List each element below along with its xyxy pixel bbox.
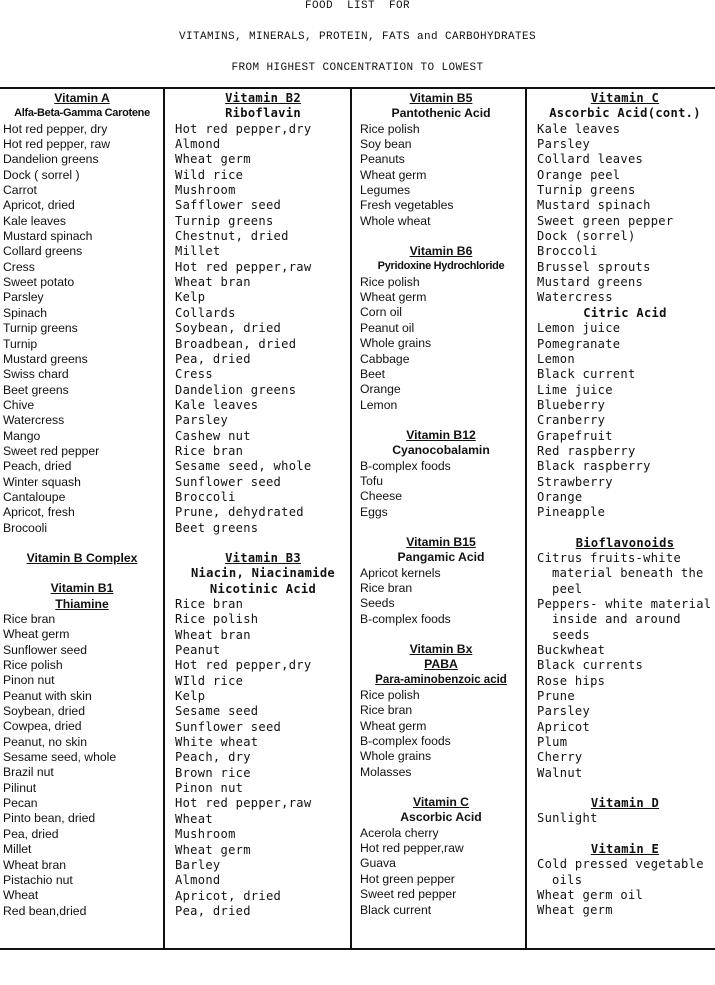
column-divider-1 [163, 87, 165, 950]
food-item: Cabbage [360, 351, 410, 366]
food-list [537, 551, 713, 643]
food-item: Citrus fruits-white material beneath the peel [537, 550, 704, 596]
food-item: Mustard greens [537, 275, 644, 290]
food-item: Hot red pepper,raw [175, 259, 312, 274]
food-item: Apricot, fresh [3, 505, 75, 520]
food-item: Soy bean [360, 137, 412, 152]
food-item: Hot red pepper,dry [175, 121, 312, 136]
food-item: Broadbean, dried [175, 336, 297, 351]
food-item: Kale leaves [537, 121, 621, 136]
food-item: Mustard spinach [3, 229, 93, 244]
food-item: Kale leaves [3, 213, 67, 228]
section-subtitle: Pantothenic Acid [391, 106, 491, 121]
food-item: Wheat germ oil [537, 887, 644, 902]
section-title: Vitamin E [590, 841, 660, 856]
food-item: Cantaloupe [3, 489, 66, 504]
food-item: Legumes [360, 183, 411, 198]
food-item: Dock (sorrel) [537, 229, 636, 244]
section-vitamin-b1 [3, 581, 161, 919]
section-title: Vitamin C [590, 91, 660, 105]
food-list [537, 811, 713, 826]
food-item: Prune, dehydrated [175, 505, 304, 520]
section-title: Vitamin B1 [50, 581, 114, 596]
food-item: Grapefruit [537, 428, 613, 443]
food-item: Cheese [360, 489, 403, 504]
food-item: Sunflower seed [3, 642, 88, 657]
food-item: Rice bran [3, 612, 56, 626]
section-vitamin-b5 [360, 91, 522, 229]
food-item: Pinto bean, dried [3, 811, 96, 826]
food-list [537, 857, 713, 888]
section-subtitle: PABA [424, 657, 458, 672]
food-item: Peanut [175, 643, 221, 658]
section-vitamin-a [3, 91, 161, 536]
food-list [360, 275, 522, 413]
food-item: Pea, dried [3, 826, 59, 841]
food-item: Kale leaves [175, 397, 259, 412]
food-item: Broccoli [537, 244, 598, 259]
food-item: Black currents [537, 658, 644, 673]
food-item: Seeds [360, 596, 395, 611]
food-item: Pinon nut [175, 781, 244, 796]
section-title: Vitamin B15 [406, 534, 476, 549]
section-subtitle: Ascorbic Acid [400, 810, 482, 825]
food-item: Walnut [537, 765, 583, 780]
food-item: Sesame seed, whole [175, 459, 312, 474]
food-item: Hot red pepper, dry [3, 121, 108, 136]
food-item: Sesame seed [175, 704, 259, 719]
column-divider-3 [525, 87, 527, 950]
section-bioflavonoids [537, 536, 713, 782]
section-subtitle-2: Para-aminobenzoic acid [375, 673, 507, 686]
food-item: Peanuts [360, 152, 405, 167]
food-item: Plum [537, 735, 568, 750]
food-item: Strawberry [537, 474, 613, 489]
food-item: Turnip greens [537, 183, 636, 198]
food-item: Cress [3, 259, 35, 274]
food-item: Cashew nut [175, 428, 251, 443]
table-bottom-rule [0, 948, 715, 950]
food-item: Black current [537, 367, 636, 382]
food-item: Beet [360, 366, 386, 381]
food-item: Pinon nut [3, 673, 55, 688]
food-item: Apricot, dried [175, 888, 282, 903]
food-item: Rice bran [360, 703, 413, 718]
section-subtitle: Thiamine [55, 596, 109, 611]
food-item: Sweet green pepper [537, 213, 674, 228]
section-vitamin-c-continued [537, 91, 713, 306]
food-item: Brazil nut [3, 765, 54, 780]
food-item: Rose hips [537, 673, 606, 688]
food-list [360, 688, 522, 780]
food-item: Buckwheat [537, 643, 606, 658]
section-vitamin-b3 [175, 551, 351, 919]
food-item: Peanut, no skin [3, 734, 88, 749]
food-item: Sunlight [537, 811, 598, 826]
food-item: Sweet potato [3, 275, 75, 290]
section-subtitle: Ascorbic Acid(cont.) [549, 106, 701, 121]
food-list [360, 122, 522, 229]
food-item: Peanut oil [360, 320, 415, 335]
food-item: Watercress [537, 290, 613, 305]
column-1 [3, 91, 161, 919]
food-item: Dandelion greens [3, 152, 99, 167]
food-item: Mushroom [175, 183, 236, 198]
section-vitamin-bx [360, 642, 522, 780]
food-item: Whole grains [360, 336, 432, 351]
section-title: Vitamin B2 [225, 91, 301, 105]
food-item: Apricot, dried [3, 198, 75, 213]
food-item: Mushroom [175, 827, 236, 842]
food-item: Beet greens [175, 520, 259, 535]
food-item: Orange peel [537, 167, 621, 182]
food-item: Sweet red pepper [3, 443, 100, 458]
section-subtitle: Niacin, Niacinamide [190, 566, 336, 581]
section-vitamin-b15 [360, 535, 522, 627]
food-item: Hot red pepper,raw [360, 841, 464, 856]
food-item: Lemon [360, 397, 398, 412]
section-vitamin-b-complex [3, 551, 161, 566]
section-subtitle: Cyanocobalamin [392, 443, 490, 458]
section-title: Vitamin B5 [409, 91, 473, 105]
food-item: Chive [3, 397, 35, 412]
food-item: Wheat germ [360, 290, 427, 305]
food-item: Hot red pepper,raw [175, 796, 312, 811]
food-item: Safflower seed [175, 198, 282, 213]
food-item: Watercress [3, 413, 65, 428]
section-title: Vitamin B6 [409, 244, 473, 259]
section-subtitle: Pyridoxine Hydrochloride [377, 260, 505, 273]
food-item: Hot green pepper [360, 871, 455, 886]
food-item: Tofu [360, 473, 384, 488]
section-title: Bioflavonoids [575, 535, 675, 550]
food-item: Parsley [537, 704, 591, 719]
food-item: B-complex foods [360, 611, 451, 626]
column-4 [537, 91, 713, 919]
food-item: Soybean, dried [3, 704, 85, 719]
food-list [537, 321, 713, 520]
food-list [537, 643, 713, 781]
food-item: White wheat [175, 735, 259, 750]
food-item: Pecan [3, 796, 38, 811]
food-item: Mustard greens [3, 351, 88, 366]
food-item: Whole grains [360, 749, 432, 764]
food-item: Wild rice [175, 167, 244, 182]
food-item: Swiss chard [3, 367, 69, 382]
food-item: Wheat germ [175, 152, 251, 167]
food-item: Wheat bran [175, 275, 251, 290]
food-item: Peach, dry [175, 750, 251, 765]
food-item: Broccoli [175, 489, 236, 504]
page-subtitle: VITAMINS, MINERALS, PROTEIN, FATS and CARBOHYDRATES [178, 31, 537, 43]
food-list [537, 888, 713, 919]
food-item: Acerola cherry [360, 825, 439, 840]
food-item: Wheat germ [175, 842, 251, 857]
food-item: Wheat germ [537, 903, 613, 918]
food-item: Mustard spinach [537, 198, 651, 213]
food-item: Turnip greens [3, 321, 78, 336]
food-item: Sesame seed, whole [3, 750, 117, 765]
food-item: Sweet red pepper [360, 887, 457, 902]
food-list [360, 826, 522, 918]
food-item: Wheat [175, 811, 213, 826]
food-list [175, 122, 351, 536]
section-subtitle: Alfa-Beta-Gamma Carotene [14, 107, 150, 120]
section-title: Vitamin D [590, 796, 660, 811]
food-list [175, 597, 351, 919]
food-item: Cold pressed vegetable oils [537, 857, 704, 887]
food-item: Eggs [360, 504, 388, 519]
food-item: Pea, dried [175, 903, 251, 918]
food-item: Sunflower seed [175, 719, 282, 734]
food-item: Carrot [3, 183, 37, 198]
food-item: Orange [537, 489, 583, 504]
section-title: Vitamin B12 [406, 427, 476, 442]
food-list [3, 612, 161, 919]
page-title: FOOD LIST FOR [304, 0, 411, 12]
food-item: Wheat bran [175, 627, 251, 642]
food-item: Almond [175, 137, 221, 152]
section-vitamin-e [537, 842, 713, 919]
food-item: Rice bran [175, 443, 244, 458]
food-item: Mango [3, 428, 41, 443]
food-item: Soybean, dried [175, 321, 282, 336]
food-item: Kelp [175, 290, 206, 305]
section-citric-acid [537, 306, 713, 521]
food-item: Lemon [537, 351, 575, 366]
food-item: Rice polish [3, 658, 63, 673]
food-item: Fresh vegetables [360, 198, 454, 213]
food-item: Turnip [3, 336, 38, 351]
food-list [360, 566, 522, 627]
food-item: Wheat germ [360, 167, 427, 182]
food-item: Pilinut [3, 780, 37, 795]
food-item: Cowpea, dried [3, 719, 82, 734]
food-item: Peppers- white material inside and around seeds [537, 597, 712, 642]
food-item: Collards [175, 305, 236, 320]
food-item: Lime juice [537, 382, 613, 397]
food-item: Cress [175, 367, 213, 382]
food-item: Guava [360, 856, 396, 871]
food-item: Collard leaves [537, 152, 644, 167]
food-item: Dock ( sorrel ) [3, 167, 80, 182]
section-vitamin-d [537, 796, 713, 827]
section-vitamin-c [360, 795, 522, 918]
food-item: Whole wheat [360, 213, 431, 228]
food-item: Black current [360, 902, 432, 917]
column-3 [360, 91, 522, 918]
section-title: Vitamin A [54, 91, 110, 105]
section-vitamin-b12 [360, 428, 522, 520]
food-item: Pistachio nut [3, 872, 73, 887]
table-top-rule [0, 87, 715, 89]
food-item: Corn oil [360, 305, 402, 320]
section-vitamin-b2 [175, 91, 351, 536]
column-2 [175, 91, 351, 919]
food-item: Chestnut, dried [175, 229, 289, 244]
food-item: Hot red pepper,dry [175, 658, 312, 673]
food-item: Pineapple [537, 505, 606, 520]
food-item: Hot red pepper, raw [3, 137, 111, 152]
food-item: Wheat bran [3, 857, 67, 872]
food-item: Rice polish [175, 612, 259, 627]
food-item: Black raspberry [537, 459, 651, 474]
food-item: Rice bran [175, 597, 244, 611]
food-item: Peanut with skin [3, 688, 92, 703]
food-item: Brown rice [175, 765, 251, 780]
food-item: Brussel sprouts [537, 259, 651, 274]
food-item: WIld rice [175, 673, 244, 688]
food-item: Cherry [537, 750, 583, 765]
section-vitamin-b6 [360, 244, 522, 413]
section-title: Vitamin C [413, 795, 469, 810]
food-item: Rice polish [360, 274, 420, 289]
food-item: Brocooli [3, 520, 48, 535]
food-item: Cranberry [537, 413, 606, 428]
food-item: Peach, dried [3, 459, 72, 474]
food-item: B-complex foods [360, 458, 451, 473]
page-subtitle-order: FROM HIGHEST CONCENTRATION TO LOWEST [231, 62, 484, 74]
food-item: Red raspberry [537, 443, 636, 458]
section-subtitle-2: Nicotinic Acid [209, 581, 317, 596]
food-item: Lemon juice [537, 321, 621, 336]
section-title: Citric Acid [583, 305, 667, 320]
food-item: Parsley [3, 290, 44, 305]
food-list [3, 122, 161, 536]
food-item: Winter squash [3, 474, 81, 489]
food-item: Dandelion greens [175, 382, 297, 397]
food-item: Blueberry [537, 397, 606, 412]
food-item: Kelp [175, 689, 206, 704]
food-item: Rice bran [360, 580, 413, 595]
food-item: Turnip greens [175, 213, 274, 228]
food-item: Parsley [537, 137, 591, 152]
food-item: Apricot [537, 719, 591, 734]
food-item: Spinach [3, 305, 48, 320]
food-item: Almond [175, 873, 221, 888]
section-title: Vitamin B Complex [26, 550, 138, 565]
food-item: Sunflower seed [175, 474, 282, 489]
food-item: Wheat [3, 888, 39, 903]
food-item: Rice polish [360, 688, 420, 703]
section-title: Vitamin B3 [225, 550, 301, 565]
food-item: B-complex foods [360, 734, 451, 749]
food-item: Prune [537, 689, 575, 704]
food-item: Rice polish [360, 121, 420, 136]
food-item: Orange [360, 382, 401, 397]
food-item: Pea, dried [175, 351, 251, 366]
food-item: Barley [175, 857, 221, 872]
food-item: Millet [3, 842, 32, 857]
food-list [537, 122, 713, 306]
food-item: Collard greens [3, 244, 83, 259]
food-item: Millet [175, 244, 221, 259]
food-item: Wheat germ [3, 627, 70, 642]
food-list [360, 459, 522, 520]
food-item: Molasses [360, 764, 412, 779]
section-title: Vitamin Bx [409, 642, 473, 656]
section-subtitle: Pangamic Acid [397, 550, 485, 565]
food-item: Red bean,dried [3, 903, 87, 918]
food-item: Wheat germ [360, 718, 427, 733]
food-item: Pomegranate [537, 336, 621, 351]
section-subtitle: Riboflavin [225, 106, 301, 121]
food-item: Apricot kernels [360, 565, 441, 580]
food-item: Beet greens [3, 382, 69, 397]
food-item: Parsley [175, 413, 229, 428]
